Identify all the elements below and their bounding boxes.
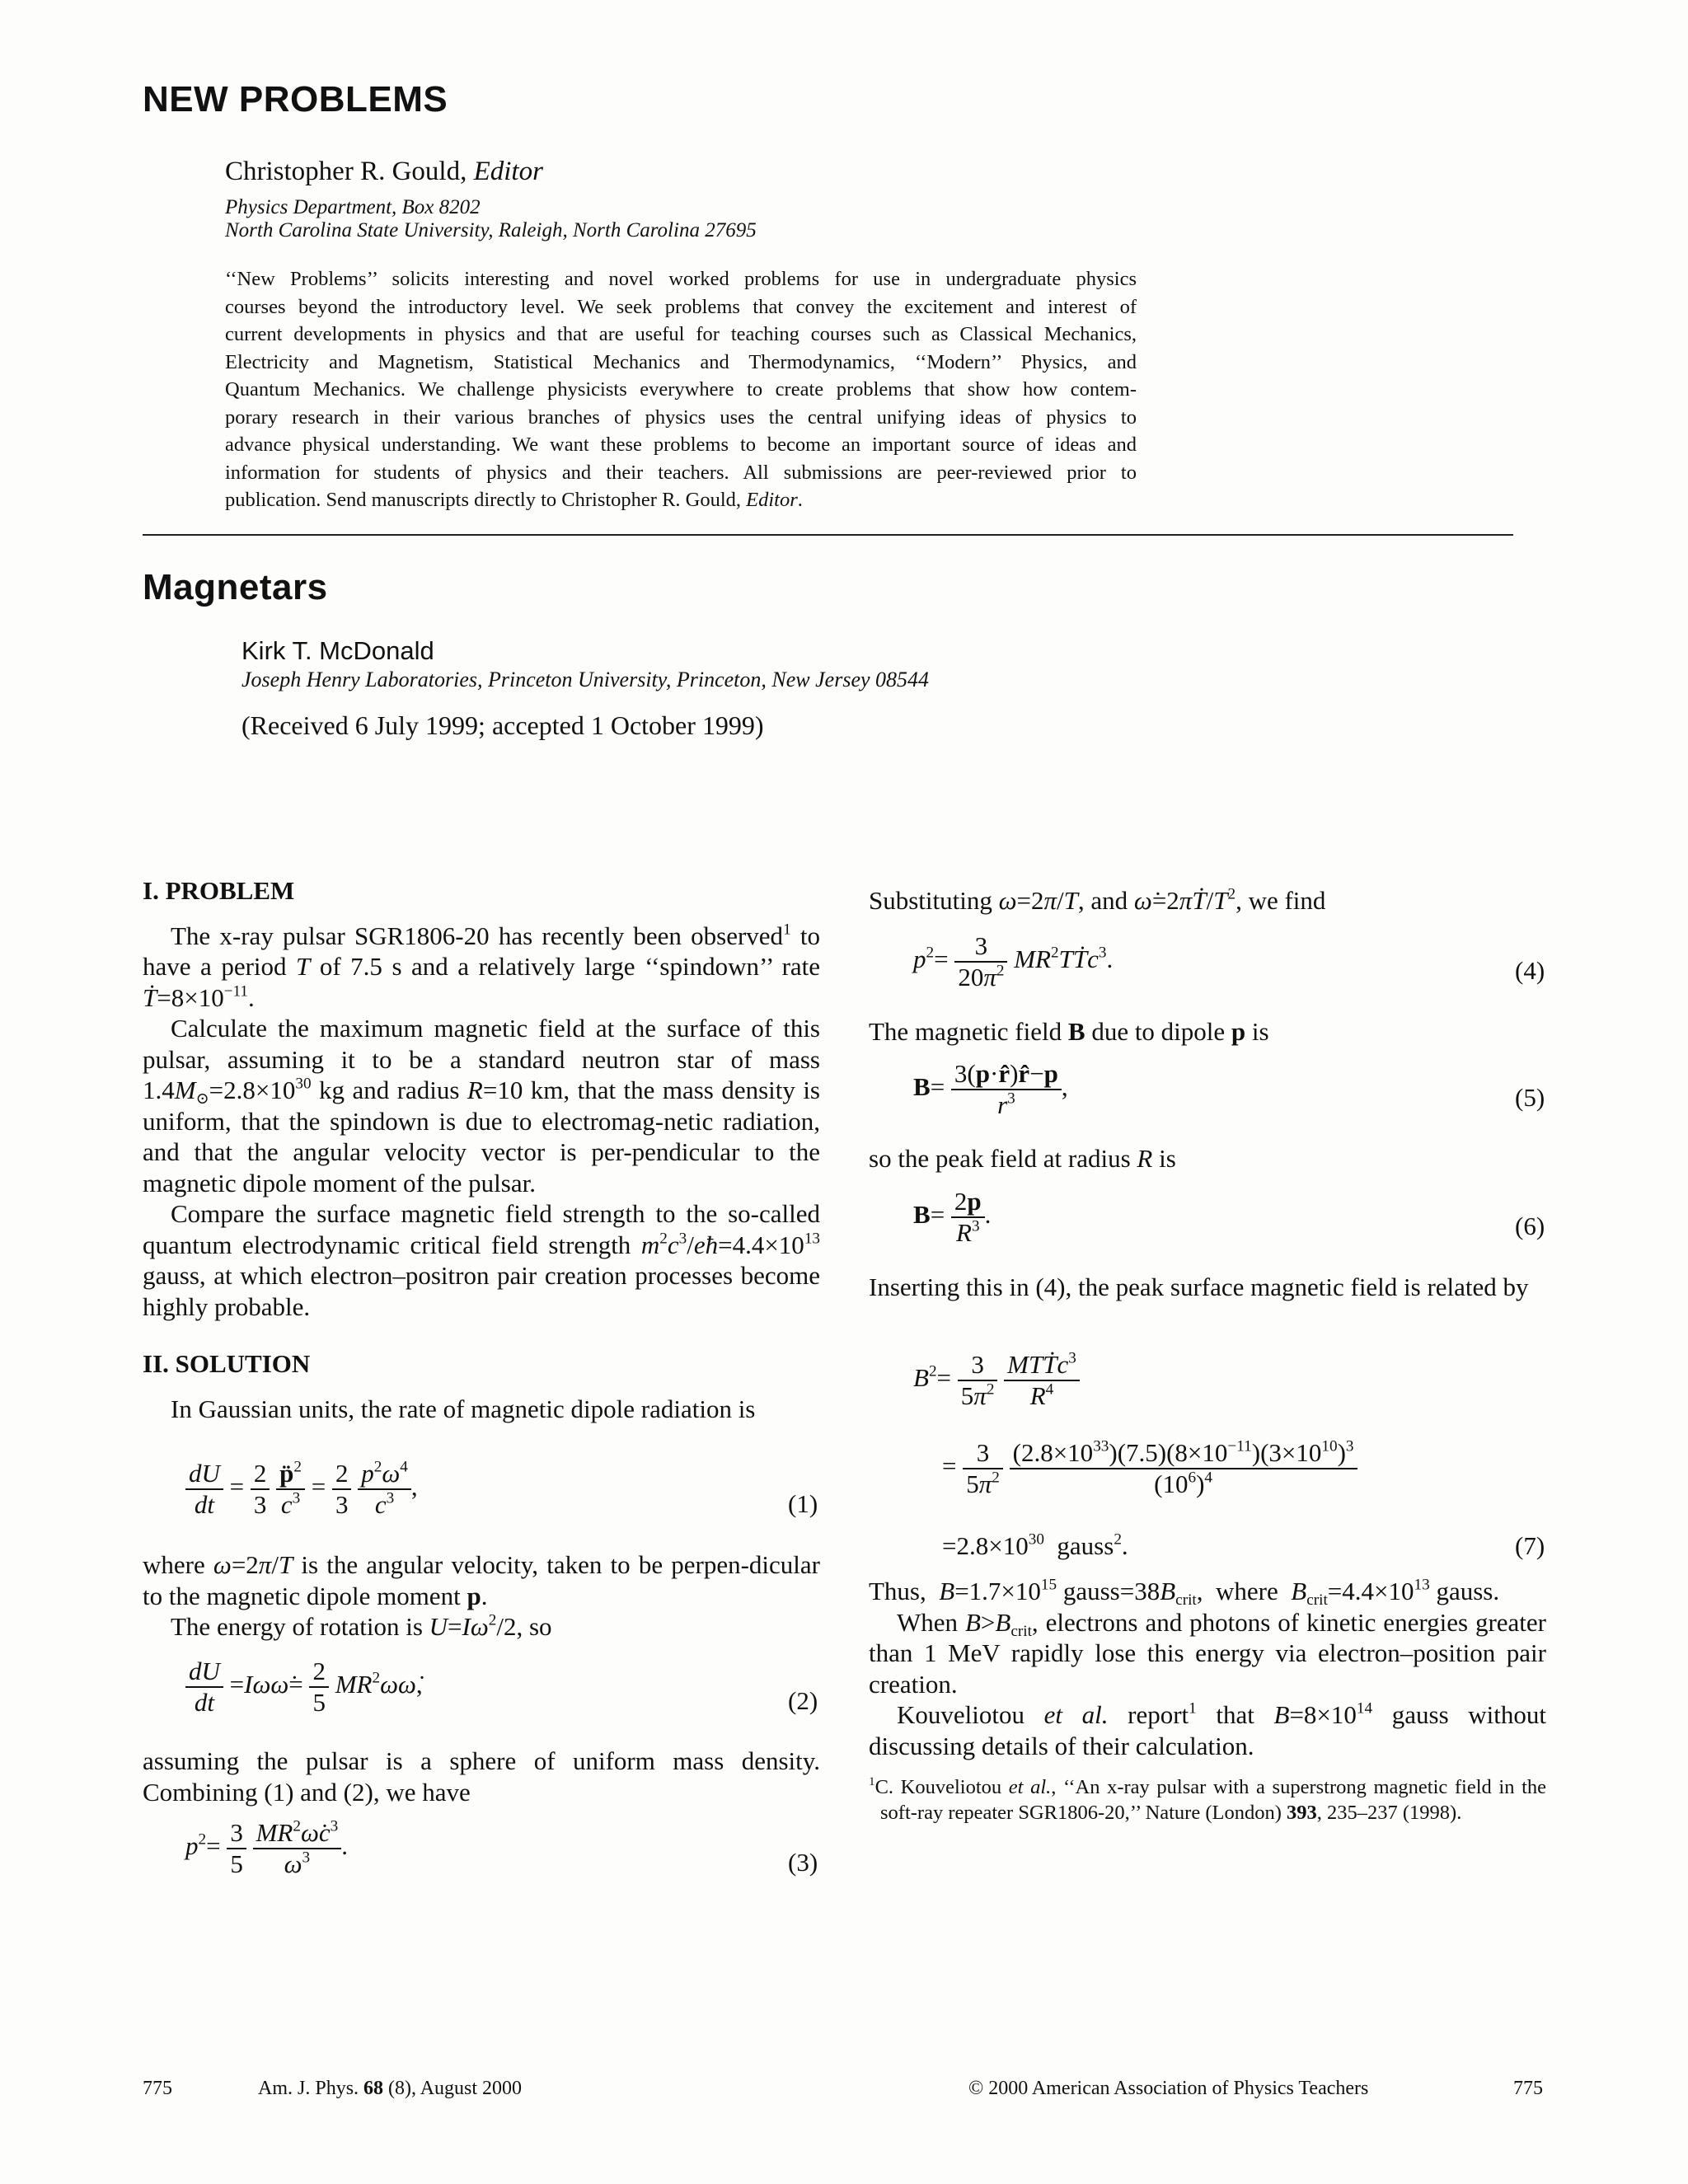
- intro-line: information for students of physics and their teachers. All submissions are peer-reviewed prior to: [225, 461, 1137, 484]
- solution-paragraph-3: The energy of rotation is $U=I\omega^2/2$, so: [171, 1611, 552, 1641]
- equation-number-4: (4): [1515, 956, 1545, 985]
- right-column-4: [869, 1272, 1546, 1303]
- right-paragraph-4: Inserting this in (4), the peak surface magnetic field is related by: [869, 1272, 1529, 1301]
- editor-line: [225, 157, 543, 187]
- heading-solution: II. SOLUTION: [143, 1349, 311, 1378]
- left-column-continued-2: [143, 1746, 820, 1807]
- received-dates: (Received 6 July 1999; accepted 1 October 1999): [241, 710, 764, 740]
- article-affiliation: Joseph Henry Laboratories, Princeton University, Princeton, New Jersey 08544: [241, 668, 930, 691]
- intro-line: porary research in their various branches of physics uses the central unifying ideas of physics to: [225, 405, 1137, 429]
- equation-5: B= $\frac{3(p\cdot r̂)r̂-p}{r^3}$ ,: [913, 1059, 1068, 1119]
- equation-number-3: (3): [788, 1848, 818, 1877]
- equation-number-7: (7): [1515, 1531, 1545, 1560]
- article-author: Kirk T. McDonald: [241, 636, 434, 665]
- equation-7-line-3: $=2.8\times 10^{30}$ gauss$^2$.: [942, 1530, 1128, 1560]
- problem-paragraph-1: The x-ray pulsar SGR1806-20 has recently been observed$^1$ to have a period T of 7.5 s and a relatively large ‘‘spindown’’ rate $Ṫ=8\times 10^{-11}$.: [143, 921, 821, 1012]
- equation-6: B= $\frac{2p}{R^3}$ .: [913, 1187, 992, 1247]
- editor-university: North Carolina State University, Raleigh, North Carolina 27695: [225, 219, 757, 241]
- equation-number-1: (1): [788, 1489, 818, 1518]
- problem-paragraph-2: Calculate the maximum magnetic field at the surface of this pulsar, assuming it to be a standard neutron star of mass $1.4M_⊙=2.8\times 10^{30}$ kg and radius R=10 km, that the mass density is uniform, that the spindown is due to electromag-netic radiation, and that the angular velocity vector is per-pendicular to the magnetic dipole moment of the pulsar.: [143, 1014, 820, 1197]
- footer-page-left: 775: [143, 2078, 172, 2099]
- equation-7-line-1: $B^2=$ $\frac{3}{5\pi^2}$ $\frac{MTṪc^3}{R^4}$: [913, 1350, 1080, 1411]
- footer-copyright: © 2000 American Association of Physics Teachers: [968, 2078, 1369, 2099]
- left-column-continued: [143, 1549, 820, 1643]
- right-paragraph-6: When $B>B_{crit}$, electrons and photons of kinetic energies greater than 1 MeV rapidly lose this energy via electron–position pair creation.: [869, 1607, 1546, 1699]
- left-column: [143, 875, 820, 1424]
- heading-problem: I. PROBLEM: [143, 876, 295, 905]
- equation-number-2: (2): [788, 1686, 818, 1715]
- right-paragraph-1: Substituting ω=2π/T, and $\omegȧ=2\pi Ṫ/T^2$, we find: [869, 885, 1326, 915]
- right-paragraph-2: The magnetic field B due to dipole p is: [869, 1017, 1269, 1046]
- right-column-2: [869, 1016, 1546, 1047]
- equation-7-line-2: = $\frac{3}{5\pi^2}$ $\frac{(2.8\times 10^{33})(7.5)(8\times 10^{-11})(3\times 10^{10})^3}{(10^6)^4}$: [942, 1438, 1357, 1499]
- problem-paragraph-3: Compare the surface magnetic field strength to the so-called quantum electrodynamic critical field strength $m^2c^3/eħ=4.4\times 10^{13}$ gauss, at which electron–positron pair creation processes become highly probable.: [143, 1199, 821, 1321]
- intro-line: advance physical understanding. We want these problems to become an important source of ideas and: [225, 434, 1137, 456]
- right-paragraph-5: Thus, $B=1.7\times 10^{15}$ $gauss=38B_{crit}$, where $B_{crit}=4.4\times 10^{13}$ gauss.: [869, 1576, 1500, 1609]
- right-column-5: [869, 1576, 1546, 1825]
- intro-paragraph: [225, 265, 1137, 514]
- intro-line: courses beyond the introductory level. We seek problems that convey the excitement and interest of: [225, 295, 1137, 318]
- solution-paragraph-4: assuming the pulsar is a sphere of uniform mass density. Combining (1) and (2), we have: [143, 1746, 820, 1807]
- equation-4: $p^2=$ $\frac{3}{20\pi^2}$ $MR^2TṪc^3$.: [913, 931, 1114, 991]
- solution-paragraph-2: where ω=2π/T is the angular velocity, taken to be perpen-dicular to the magnetic dipole moment p.: [143, 1550, 820, 1610]
- footer-page-right: 775: [1513, 2078, 1543, 2099]
- intro-line: current developments in physics and that are useful for teaching courses such as Classical Mechanics,: [225, 323, 1137, 345]
- intro-line: ‘‘New Problems’’ solicits interesting and novel worked problems for use in undergraduate physics: [225, 268, 1137, 290]
- right-column-3: [869, 1143, 1546, 1174]
- intro-line: publication. Send manuscripts directly to Christopher R. Gould, Editor.: [225, 489, 803, 511]
- section-title: NEW PROBLEMS: [143, 79, 448, 120]
- footnote-1: $^1$C. Kouveliotou et al., ‘‘An x-ray pulsar with a superstrong magnetic field in the soft-ray repeater SGR1806-20,’’ Nature (London) 393, 235–237 (1998).: [869, 1774, 1546, 1824]
- solution-paragraph-1: In Gaussian units, the rate of magnetic dipole radiation is: [171, 1394, 756, 1423]
- equation-1: $\frac{dU}{dt}$ = $\frac{2}{3}$ $\frac{p̈^2}{c^3}$ = $\frac{2}{3}$ $\frac{p^2\omega^4}{c^3}$ ,: [185, 1459, 418, 1520]
- editor-role: Editor: [473, 157, 543, 186]
- equation-2: $\frac{dU}{dt}$ =Iωω̇= $\frac{2}{5}$ $MR^2\omega\omegȧ$,: [185, 1657, 423, 1718]
- right-paragraph-3: so the peak field at radius R is: [869, 1144, 1176, 1173]
- right-column: [869, 885, 1546, 916]
- footer-journal: Am. J. Phys. 68 (8), August 2000: [258, 2078, 523, 2099]
- editor-department: Physics Department, Box 8202: [225, 196, 481, 218]
- editor-name: Christopher R. Gould,: [225, 157, 474, 186]
- intro-line: Electricity and Magnetism, Statistical Mechanics and Thermodynamics, ‘‘Modern’’ Physics, and: [225, 350, 1137, 373]
- right-paragraph-7: Kouveliotou et al. report$^1$ that $B=8\times 10^{14}$ gauss without discussing details of their calculation.: [869, 1699, 1546, 1760]
- equation-number-6: (6): [1515, 1212, 1545, 1240]
- header-divider: [143, 534, 1513, 536]
- equation-3: $p^2=$ $\frac{3}{5}$ $\frac{MR^2\omegȧc^3}{\omega^3}$ .: [185, 1817, 348, 1878]
- article-title: Magnetars: [143, 567, 328, 607]
- intro-line: Quantum Mechanics. We challenge physicists everywhere to create problems that show how contem-: [225, 378, 1137, 401]
- equation-number-5: (5): [1515, 1083, 1545, 1112]
